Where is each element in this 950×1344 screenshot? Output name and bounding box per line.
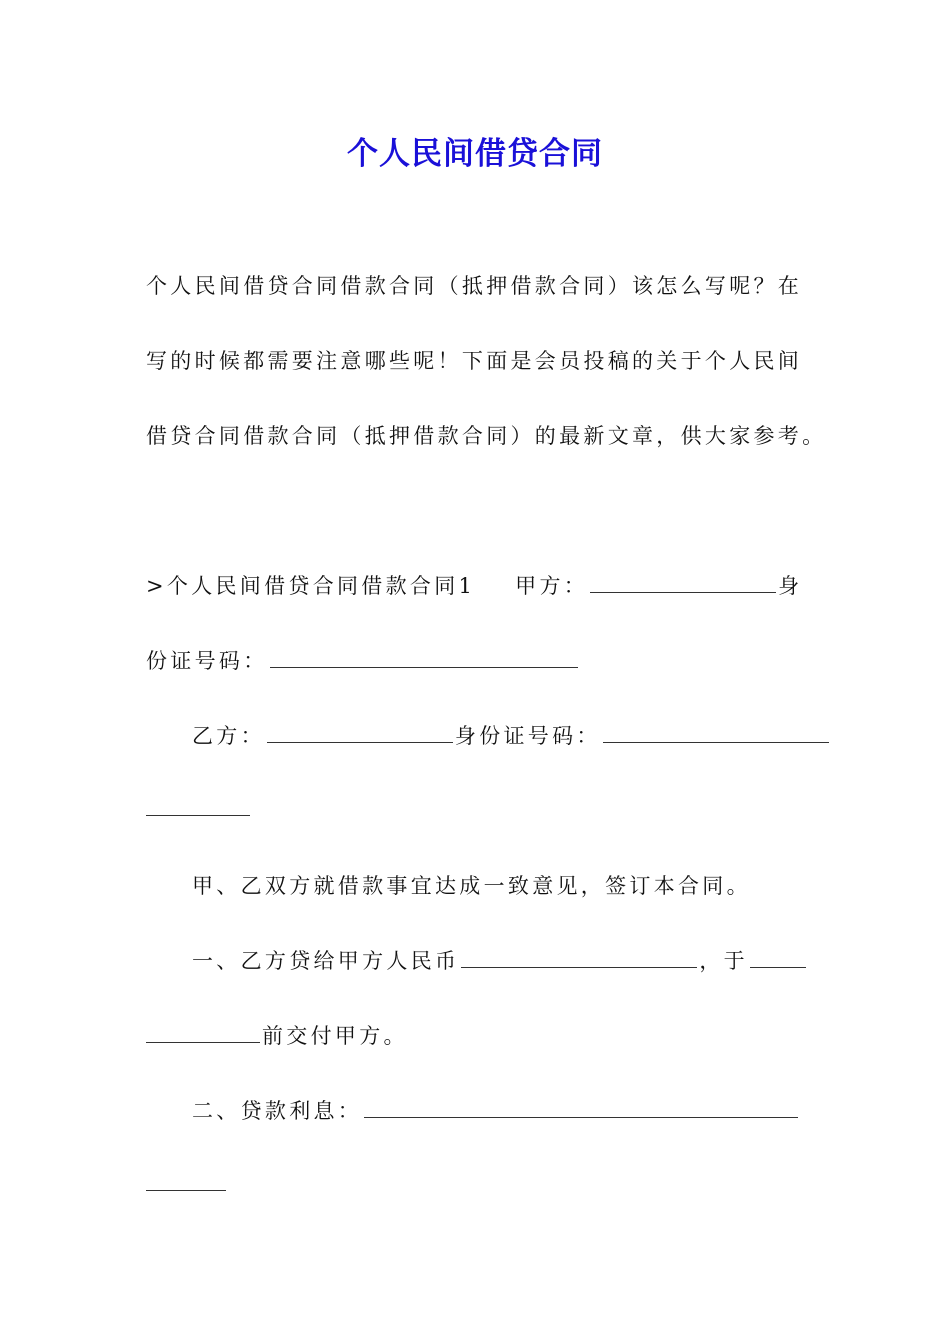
delivery-date-blank-2[interactable] — [146, 1022, 260, 1043]
interest-blank-1[interactable] — [364, 1097, 798, 1118]
clause-2-line — [192, 1095, 800, 1125]
intro-line-1: 个人民间借贷合同借款合同（抵押借款合同）该怎么写呢？在 — [146, 274, 803, 298]
clause-1-continuation — [146, 1020, 408, 1050]
party-b-name-blank[interactable] — [267, 722, 453, 743]
clause-1-line — [192, 945, 808, 975]
loan-amount-blank[interactable] — [461, 947, 697, 968]
party-a-id-label: 份证号码： — [146, 649, 268, 673]
party-a-name-blank[interactable] — [590, 572, 776, 593]
agreement-line: 甲、乙双方就借款事宜达成一致意见，签订本合同。 — [192, 874, 751, 898]
clause-1-text: 一、乙方贷给甲方人民币 — [192, 949, 460, 973]
party-b-line — [192, 720, 831, 750]
clause-1-mid: ，于 — [699, 949, 748, 973]
party-a-label: 甲方： — [515, 574, 589, 598]
party-a-id-line — [146, 645, 580, 675]
intro-line-2: 写的时候都需要注意哪些呢！下面是会员投稿的关于个人民间 — [146, 349, 803, 373]
clause-2-text: 二、贷款利息： — [192, 1099, 363, 1123]
clause-2-continuation — [146, 1170, 228, 1196]
intro-line-3: 借贷合同借款合同（抵押借款合同）的最新文章，供大家参考。 — [146, 424, 827, 448]
section-heading-line — [146, 570, 802, 600]
party-a-id-label-start: 身 — [778, 574, 803, 598]
party-a-id-blank[interactable] — [270, 647, 578, 668]
party-b-label: 乙方： — [192, 724, 265, 748]
clause-1-end: 前交付甲方。 — [262, 1024, 408, 1048]
delivery-date-blank-1[interactable] — [750, 947, 806, 968]
party-b-id-blank-2[interactable] — [146, 795, 250, 816]
interest-blank-2[interactable] — [146, 1170, 226, 1191]
party-b-id-blank-1[interactable] — [603, 722, 829, 743]
section-heading: >个人民间借贷合同借款合同1 — [146, 574, 476, 598]
party-b-id-continuation — [146, 795, 252, 821]
document-title: 个人民间借贷合同 — [347, 136, 603, 172]
party-b-id-label: 身份证号码： — [454, 724, 601, 748]
